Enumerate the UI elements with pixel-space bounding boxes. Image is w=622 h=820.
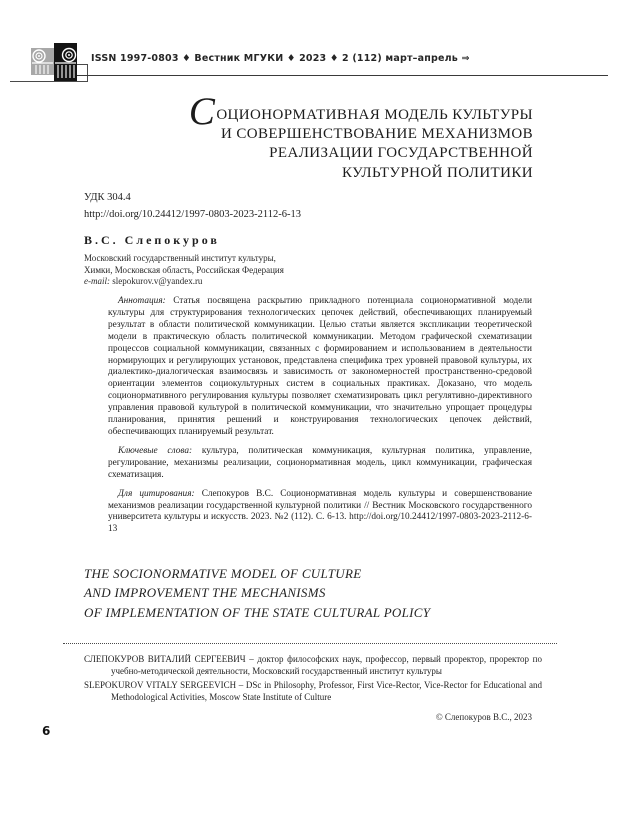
- keywords-text: культура, политическая коммуникация, культурная политика, управление, регулирование, механизмы реализации, соционормативная модель, цикл коммуникации, графическая схематизация.: [108, 445, 532, 480]
- logo-frame-line-bottom: [10, 81, 88, 82]
- author-name: В.С. Слепокуров: [84, 233, 220, 247]
- abstract-block: [108, 296, 532, 543]
- udc-code: УДК 304.4: [84, 192, 131, 203]
- email-label: e-mail:: [84, 276, 110, 286]
- author-bio-en: SLEPOKUROV VITALY SERGEEVICH – DSc in Philosophy, Professor, First Vice-Rector, Vice-Rector for Educational and Methodological Activities, Moscow State Institute of Culture: [84, 680, 542, 702]
- header-rule: [77, 75, 608, 76]
- keywords-label: Ключевые слова:: [118, 445, 193, 456]
- title-line-2: И СОВЕРШЕНСТВОВАНИЕ МЕХАНИЗМОВ: [220, 126, 533, 143]
- author-affiliation: [84, 253, 284, 288]
- title-drop-cap: С: [188, 90, 216, 133]
- author-bio-block: [84, 654, 542, 706]
- article-meta: [84, 190, 301, 223]
- citation-text: Слепокуров В.С. Соционормативная модель культуры и совершенствование механизмов реализации государственной культурной политики // Вестник Московского государственного университета культуры и искусств. 2023. №2 (112). С. 6-13. http://doi.org/10.24412/1997-0803-2023-2112-6-13: [108, 488, 532, 535]
- journal-logo-icon: [31, 43, 77, 81]
- keywords-paragraph: [108, 446, 532, 482]
- en-title-line-2: AND IMPROVEMENT THE MECHANISMS: [84, 585, 326, 601]
- article-title-ru: [63, 90, 533, 183]
- en-title-line-3: OF IMPLEMENTATION OF THE STATE CULTURAL POLICY: [84, 604, 431, 620]
- journal-masthead: ISSN 1997-0803 ♦ Вестник МГУКИ ♦ 2023 ♦ 2 (112) март–апрель ⇒: [91, 53, 470, 64]
- doi-link: http://doi.org/10.24412/1997-0803-2023-2112-6-13: [84, 208, 301, 220]
- author-bio-ru: СЛЕПОКУРОВ ВИТАЛИЙ СЕРГЕЕВИЧ – доктор философских наук, профессор, первый проректор, проректор по учебно-методической деятельности, Московский государственный институт культуры: [84, 654, 542, 676]
- abstract-text: Статья посвящена раскрытию прикладного потенциала соционормативной модели культуры для структурирования технологических цепочек действий, обеспечивающих планируемый результат в области политической коммуникации. Целью статьи является экспликации теоретической модели в практическую область политической коммуникации. Методом графической схематизации процессов социальной коммуникации, связанных с формированием и использованием в деятельности нормирующих и регулирующих установок, представлена специфика трех уровней правовой культуры, их диалектико-диалогическая взаимосвязь и зависимость от закономерностей пространственно-средовой ориентации элементов социокультурных систем в социальных практиках. Доказано, что модель соционормативного регулирования культуры позволяет схематизировать цикл регулятивно-директивного управления правовой культурой в политической коммуникации, что значительно упрощает процедуры планирования, принятия решений и конструирования технологических цепочек действий, обеспечивающих планируемый результат.: [108, 296, 532, 437]
- email-address: slepokurov.v@yandex.ru: [110, 276, 203, 286]
- article-title-en: [84, 564, 554, 622]
- abstract-paragraph: [108, 296, 532, 439]
- title-line-3: РЕАЛИЗАЦИИ ГОСУДАРСТВЕННОЙ: [269, 145, 533, 162]
- en-title-line-1: THE SOCIONORMATIVE MODEL OF CULTURE: [84, 566, 362, 581]
- logo-frame-line-right: [87, 64, 88, 82]
- citation-label: Для цитирования:: [118, 488, 195, 499]
- affiliation-line-1: Московский государственный институт культуры,: [84, 253, 276, 263]
- dotted-separator: [63, 643, 557, 644]
- copyright-notice: © Слепокуров В.С., 2023: [435, 712, 532, 722]
- author-email-line: [84, 276, 284, 288]
- title-line-4: КУЛЬТУРНОЙ ПОЛИТИКИ: [341, 164, 533, 181]
- page-number: 6: [42, 724, 51, 738]
- affiliation-line-2: Химки, Московская область, Российская Федерация: [84, 264, 284, 275]
- title-line-1: СОЦИОНОРМАТИВНАЯ МОДЕЛЬ КУЛЬТУРЫ: [188, 90, 533, 133]
- citation-paragraph: [108, 489, 532, 537]
- abstract-label: Аннотация:: [118, 296, 166, 306]
